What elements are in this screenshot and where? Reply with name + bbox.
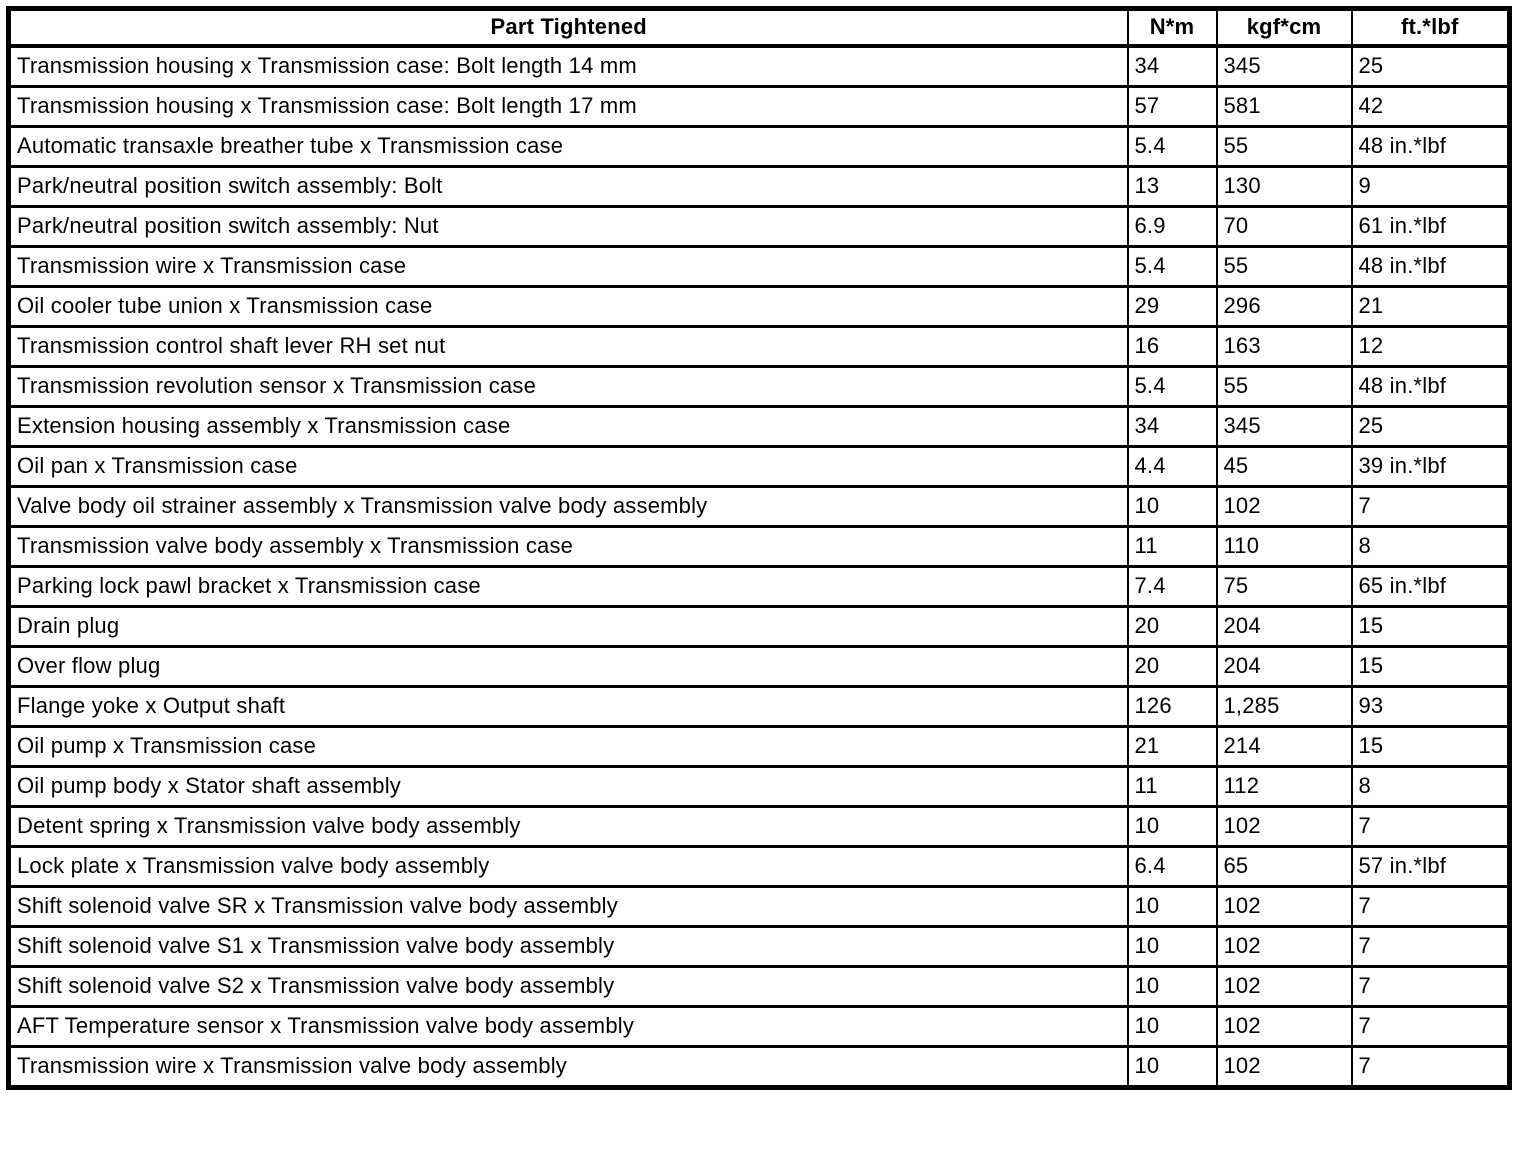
kgfcm-cell: 345 <box>1217 407 1352 447</box>
table-row <box>9 887 1510 927</box>
ftlbf-cell: 61 in.*lbf <box>1352 207 1510 247</box>
ftlbf-cell: 25 <box>1352 46 1510 87</box>
nm-cell: 5.4 <box>1128 367 1217 407</box>
nm-cell: 10 <box>1128 1047 1217 1088</box>
ftlbf-cell: 7 <box>1352 807 1510 847</box>
torque-spec-table-container <box>6 6 1512 1090</box>
nm-cell: 11 <box>1128 767 1217 807</box>
kgfcm-cell: 55 <box>1217 127 1352 167</box>
nm-cell: 57 <box>1128 87 1217 127</box>
table-row <box>9 207 1510 247</box>
ftlbf-cell: 21 <box>1352 287 1510 327</box>
part-cell: Transmission wire x Transmission valve body assembly <box>9 1047 1128 1088</box>
kgfcm-cell: 130 <box>1217 167 1352 207</box>
table-row <box>9 687 1510 727</box>
table-row <box>9 847 1510 887</box>
table-row <box>9 287 1510 327</box>
ftlbf-cell: 15 <box>1352 607 1510 647</box>
kgfcm-cell: 1,285 <box>1217 687 1352 727</box>
ftlbf-cell: 8 <box>1352 767 1510 807</box>
ftlbf-cell: 48 in.*lbf <box>1352 367 1510 407</box>
kgfcm-cell: 296 <box>1217 287 1352 327</box>
nm-cell: 5.4 <box>1128 247 1217 287</box>
column-header-part-tightened: Part Tightened <box>9 9 1128 47</box>
kgfcm-cell: 204 <box>1217 647 1352 687</box>
part-cell: Transmission control shaft lever RH set nut <box>9 327 1128 367</box>
kgfcm-cell: 70 <box>1217 207 1352 247</box>
nm-cell: 10 <box>1128 927 1217 967</box>
kgfcm-cell: 102 <box>1217 1007 1352 1047</box>
part-cell: Shift solenoid valve S2 x Transmission valve body assembly <box>9 967 1128 1007</box>
nm-cell: 126 <box>1128 687 1217 727</box>
kgfcm-cell: 65 <box>1217 847 1352 887</box>
part-cell: Valve body oil strainer assembly x Transmission valve body assembly <box>9 487 1128 527</box>
part-cell: Transmission revolution sensor x Transmission case <box>9 367 1128 407</box>
table-header <box>9 9 1510 47</box>
nm-cell: 34 <box>1128 407 1217 447</box>
nm-cell: 10 <box>1128 487 1217 527</box>
table-row <box>9 1047 1510 1088</box>
table-row <box>9 367 1510 407</box>
table-row <box>9 807 1510 847</box>
header-row <box>9 9 1510 47</box>
kgfcm-cell: 581 <box>1217 87 1352 127</box>
nm-cell: 34 <box>1128 46 1217 87</box>
nm-cell: 10 <box>1128 887 1217 927</box>
column-header-ftlbf: ft.*lbf <box>1352 9 1510 47</box>
ftlbf-cell: 48 in.*lbf <box>1352 247 1510 287</box>
nm-cell: 6.4 <box>1128 847 1217 887</box>
ftlbf-cell: 7 <box>1352 887 1510 927</box>
table-row <box>9 407 1510 447</box>
table-row <box>9 46 1510 87</box>
table-body <box>9 46 1510 1088</box>
ftlbf-cell: 48 in.*lbf <box>1352 127 1510 167</box>
part-cell: Lock plate x Transmission valve body assembly <box>9 847 1128 887</box>
part-cell: Parking lock pawl bracket x Transmission case <box>9 567 1128 607</box>
kgfcm-cell: 102 <box>1217 487 1352 527</box>
column-header-kgfcm: kgf*cm <box>1217 9 1352 47</box>
ftlbf-cell: 65 in.*lbf <box>1352 567 1510 607</box>
kgfcm-cell: 55 <box>1217 247 1352 287</box>
table-row <box>9 247 1510 287</box>
nm-cell: 20 <box>1128 607 1217 647</box>
part-cell: Over flow plug <box>9 647 1128 687</box>
torque-spec-table <box>6 6 1512 1090</box>
table-row <box>9 567 1510 607</box>
nm-cell: 5.4 <box>1128 127 1217 167</box>
ftlbf-cell: 7 <box>1352 927 1510 967</box>
part-cell: Transmission valve body assembly x Transmission case <box>9 527 1128 567</box>
part-cell: AFT Temperature sensor x Transmission valve body assembly <box>9 1007 1128 1047</box>
kgfcm-cell: 102 <box>1217 807 1352 847</box>
ftlbf-cell: 7 <box>1352 487 1510 527</box>
part-cell: Flange yoke x Output shaft <box>9 687 1128 727</box>
nm-cell: 7.4 <box>1128 567 1217 607</box>
table-row <box>9 1007 1510 1047</box>
kgfcm-cell: 102 <box>1217 887 1352 927</box>
part-cell: Park/neutral position switch assembly: Nut <box>9 207 1128 247</box>
part-cell: Detent spring x Transmission valve body assembly <box>9 807 1128 847</box>
ftlbf-cell: 25 <box>1352 407 1510 447</box>
nm-cell: 10 <box>1128 807 1217 847</box>
part-cell: Oil cooler tube union x Transmission case <box>9 287 1128 327</box>
table-row <box>9 647 1510 687</box>
table-row <box>9 967 1510 1007</box>
nm-cell: 6.9 <box>1128 207 1217 247</box>
column-header-nm: N*m <box>1128 9 1217 47</box>
part-cell: Drain plug <box>9 607 1128 647</box>
ftlbf-cell: 8 <box>1352 527 1510 567</box>
nm-cell: 10 <box>1128 967 1217 1007</box>
kgfcm-cell: 110 <box>1217 527 1352 567</box>
kgfcm-cell: 345 <box>1217 46 1352 87</box>
table-row <box>9 127 1510 167</box>
part-cell: Oil pump body x Stator shaft assembly <box>9 767 1128 807</box>
nm-cell: 11 <box>1128 527 1217 567</box>
ftlbf-cell: 7 <box>1352 1047 1510 1088</box>
ftlbf-cell: 15 <box>1352 647 1510 687</box>
part-cell: Oil pump x Transmission case <box>9 727 1128 767</box>
table-row <box>9 727 1510 767</box>
part-cell: Transmission housing x Transmission case: Bolt length 14 mm <box>9 46 1128 87</box>
part-cell: Automatic transaxle breather tube x Transmission case <box>9 127 1128 167</box>
part-cell: Oil pan x Transmission case <box>9 447 1128 487</box>
ftlbf-cell: 15 <box>1352 727 1510 767</box>
part-cell: Park/neutral position switch assembly: Bolt <box>9 167 1128 207</box>
ftlbf-cell: 57 in.*lbf <box>1352 847 1510 887</box>
kgfcm-cell: 45 <box>1217 447 1352 487</box>
kgfcm-cell: 163 <box>1217 327 1352 367</box>
nm-cell: 10 <box>1128 1007 1217 1047</box>
part-cell: Transmission wire x Transmission case <box>9 247 1128 287</box>
table-row <box>9 607 1510 647</box>
part-cell: Transmission housing x Transmission case: Bolt length 17 mm <box>9 87 1128 127</box>
nm-cell: 21 <box>1128 727 1217 767</box>
ftlbf-cell: 93 <box>1352 687 1510 727</box>
part-cell: Shift solenoid valve SR x Transmission valve body assembly <box>9 887 1128 927</box>
nm-cell: 13 <box>1128 167 1217 207</box>
ftlbf-cell: 7 <box>1352 1007 1510 1047</box>
table-row <box>9 487 1510 527</box>
kgfcm-cell: 102 <box>1217 967 1352 1007</box>
ftlbf-cell: 39 in.*lbf <box>1352 447 1510 487</box>
table-row <box>9 327 1510 367</box>
nm-cell: 4.4 <box>1128 447 1217 487</box>
table-row <box>9 87 1510 127</box>
ftlbf-cell: 12 <box>1352 327 1510 367</box>
ftlbf-cell: 42 <box>1352 87 1510 127</box>
kgfcm-cell: 102 <box>1217 927 1352 967</box>
kgfcm-cell: 102 <box>1217 1047 1352 1088</box>
nm-cell: 29 <box>1128 287 1217 327</box>
nm-cell: 20 <box>1128 647 1217 687</box>
table-row <box>9 927 1510 967</box>
kgfcm-cell: 75 <box>1217 567 1352 607</box>
table-row <box>9 167 1510 207</box>
kgfcm-cell: 112 <box>1217 767 1352 807</box>
ftlbf-cell: 7 <box>1352 967 1510 1007</box>
part-cell: Shift solenoid valve S1 x Transmission valve body assembly <box>9 927 1128 967</box>
table-row <box>9 527 1510 567</box>
table-row <box>9 767 1510 807</box>
kgfcm-cell: 55 <box>1217 367 1352 407</box>
part-cell: Extension housing assembly x Transmission case <box>9 407 1128 447</box>
kgfcm-cell: 204 <box>1217 607 1352 647</box>
nm-cell: 16 <box>1128 327 1217 367</box>
ftlbf-cell: 9 <box>1352 167 1510 207</box>
table-row <box>9 447 1510 487</box>
kgfcm-cell: 214 <box>1217 727 1352 767</box>
